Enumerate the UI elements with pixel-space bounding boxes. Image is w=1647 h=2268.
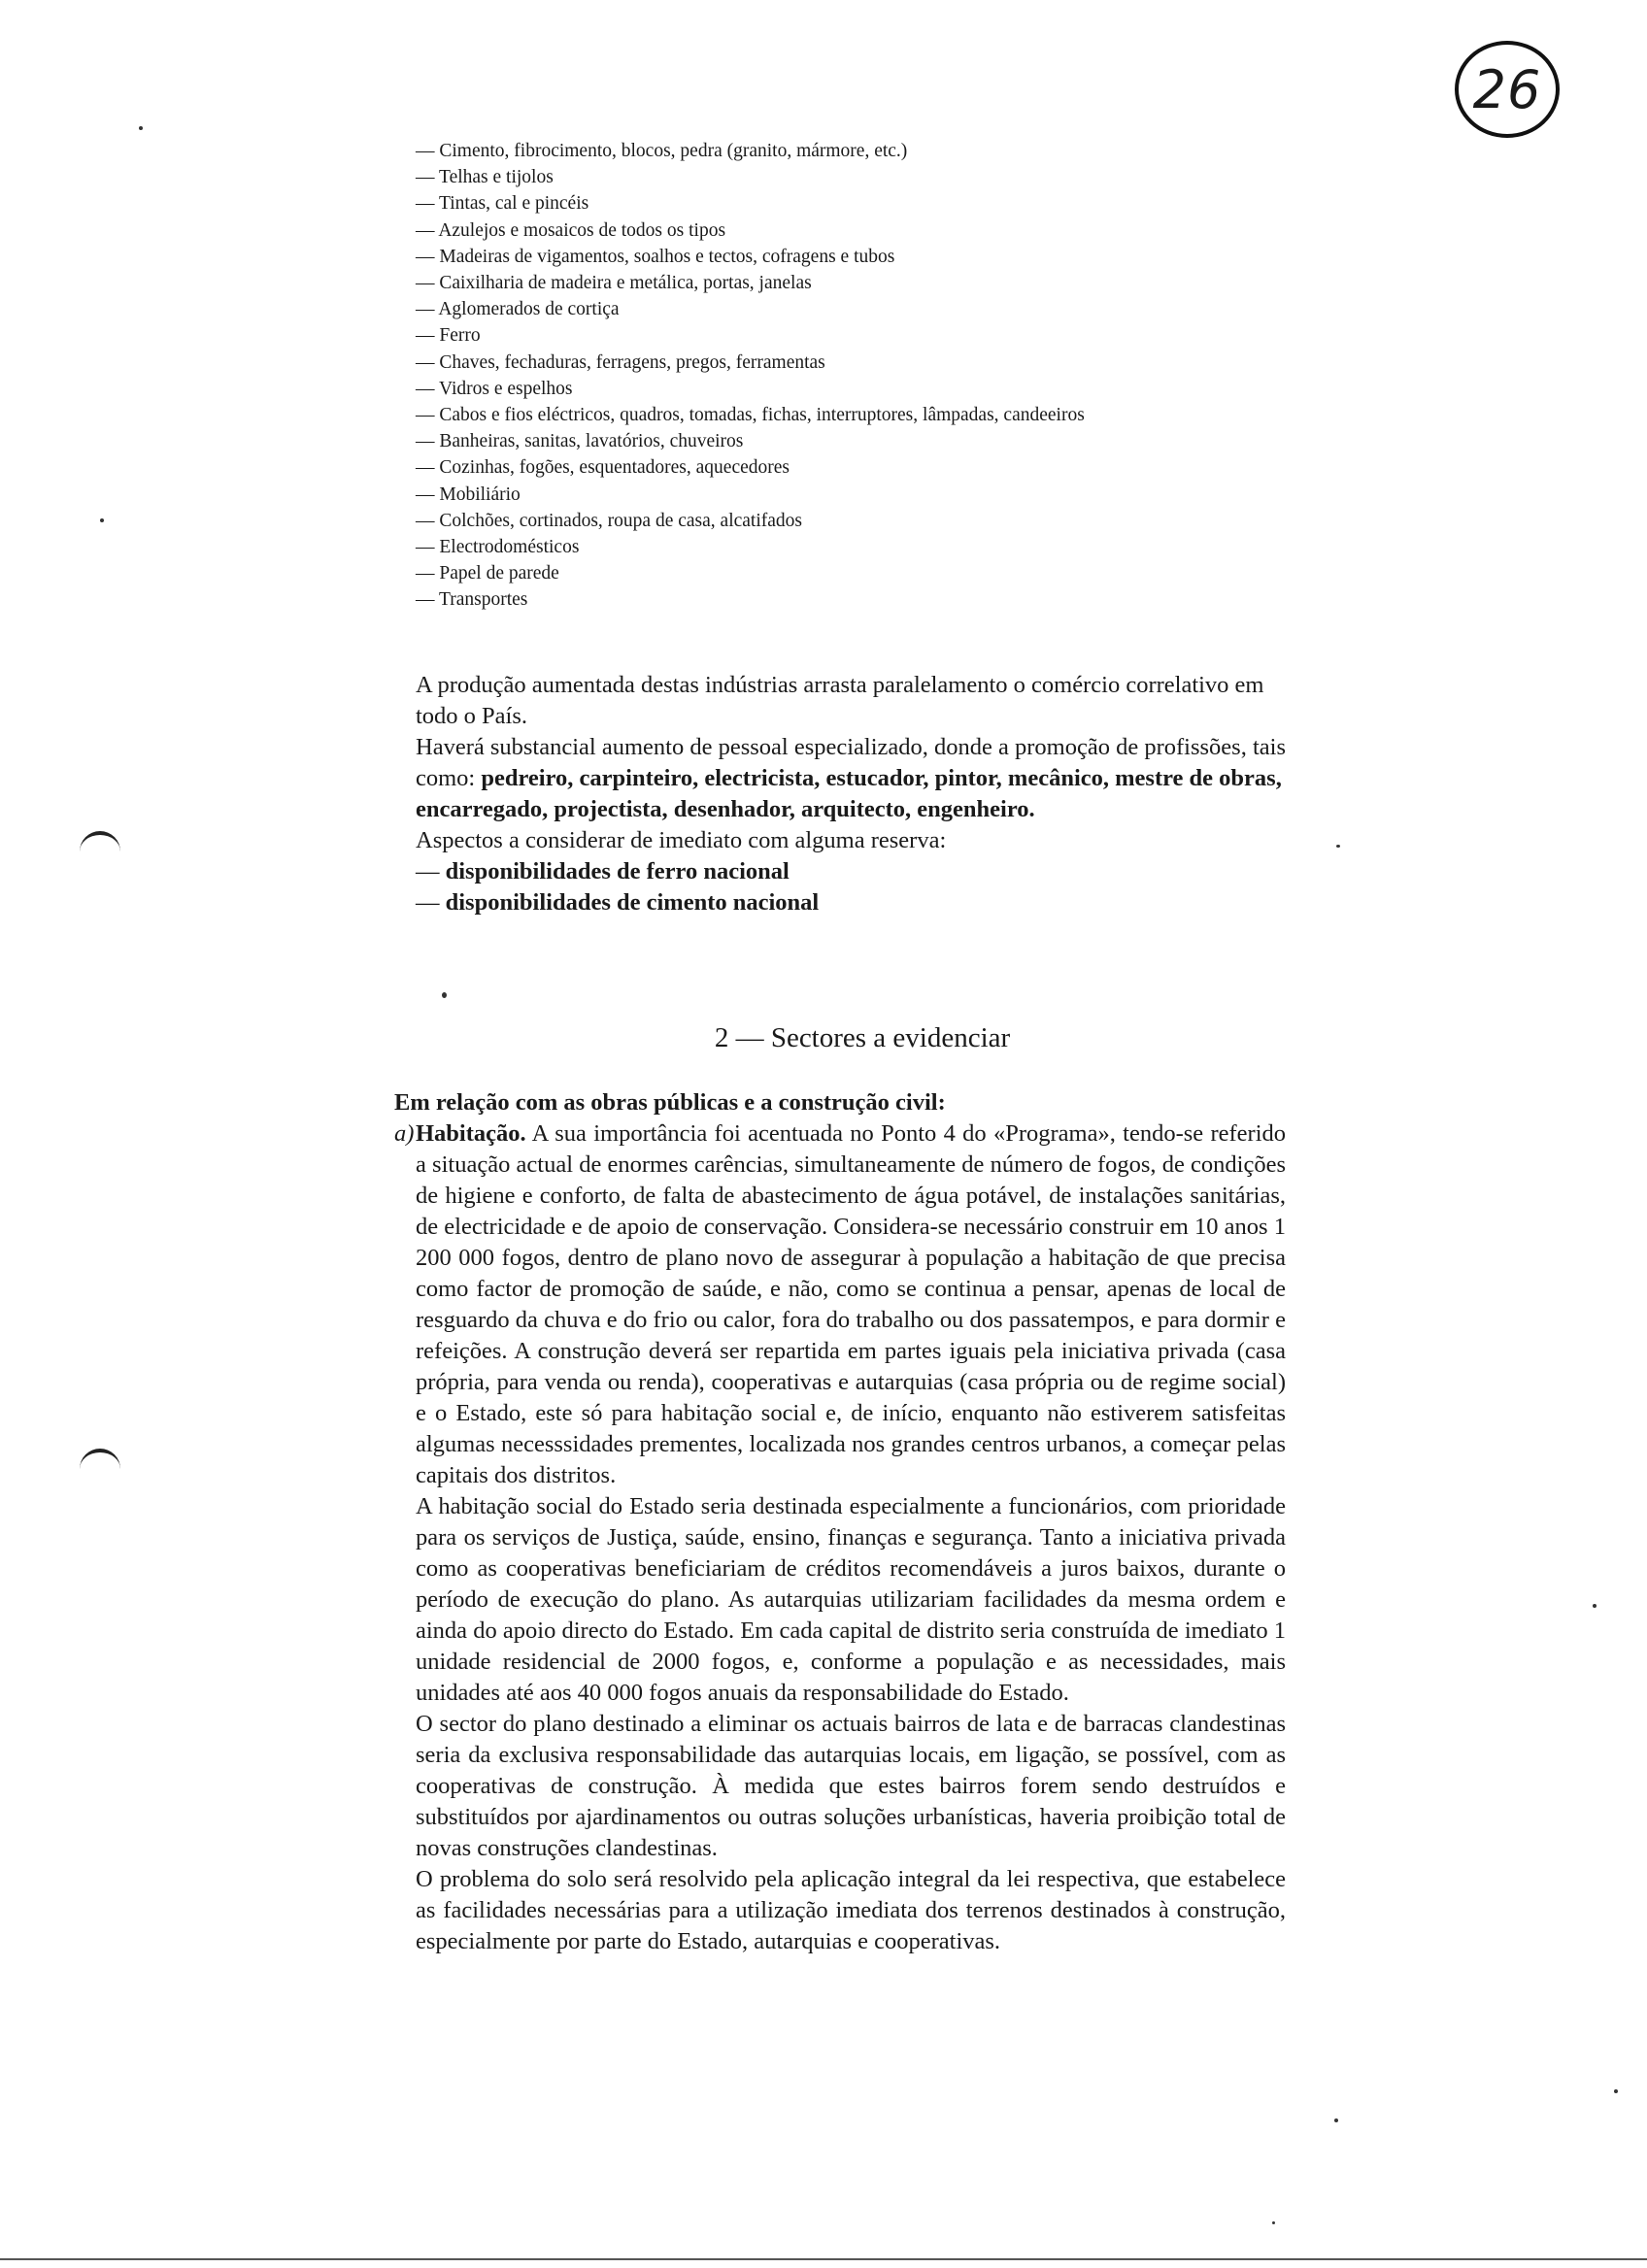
production-paragraph: A produção aumentada destas indústrias arrasta paralelamento o comércio correlativo em todo o País. <box>416 672 1264 729</box>
material-item: — Azulejos e mosaicos de todos os tipos <box>416 217 1387 244</box>
material-item: — Electrodomésticos <box>416 534 1387 560</box>
scan-speck <box>442 992 447 998</box>
material-item: — Banheiras, sanitas, lavatórios, chuveiros <box>416 428 1387 454</box>
scan-speck <box>1593 1604 1597 1608</box>
material-item: — Caixilharia de madeira e metálica, portas, janelas <box>416 270 1387 296</box>
material-item: — Tintas, cal e pincéis <box>416 190 1387 217</box>
professions-paragraph <box>416 732 1309 825</box>
professions-list: pedreiro, carpinteiro, electricista, estucador, pintor, mecânico, mestre de obras, encarregado, projectista, desenhador, arquitecto, engenheiro. <box>416 765 1282 822</box>
section-title: 2 — Sectores a evidenciar <box>714 1022 1011 1053</box>
material-item: — Madeiras de vigamentos, soalhos e tectos, cofragens e tubos <box>416 244 1387 270</box>
material-item: — Mobiliário <box>416 482 1387 508</box>
reserve-heading: Aspectos a considerar de imediato com alguma reserva: <box>416 827 947 853</box>
housing-body: A sua importância foi acentuada no Ponto 4 do «Programa», tendo-se referido a situação actual de enormes carências, simultaneamente de número de fogos, de condições de higiene e conforto, de falta de abastecimento de água potável, de instalações sanitárias, de electricidade e de apoio de conservação. Considera-se necessário construir em 10 anos 1 200 000 fogos, dentro de plano novo de assegurar à população a habitação de que precisa como factor de promoção de saúde, e não, como se continua a pensar, apenas de local de resguardo da chuva e do frio ou calor, fora do trabalho ou dos passatempos, e para dormir e refeições. A construção deverá ser repartida em partes iguais pela iniciativa privada (casa própria, para venda ou renda), cooperativas e autarquias (casa própria ou de regime social) e o Estado, este só para habitação social e, de início, enquanto não estiverem satisfeitas algumas necesssidades prementes, localizada nos grandes centros urbanos, a começar pelas capitais dos distritos. <box>416 1120 1286 1488</box>
scan-speck <box>139 126 143 130</box>
professions-lead: Haverá substancial aumento de pessoal especializado, donde a promoção de profissões, tais como: <box>416 734 1286 791</box>
materials-list <box>416 138 1387 614</box>
scan-speck <box>100 518 104 522</box>
material-item: — Papel de parede <box>416 560 1387 586</box>
housing-heading: Habitação. <box>416 1120 526 1147</box>
material-item: — Chaves, fechaduras, ferragens, pregos, ferramentas <box>416 350 1387 376</box>
slums-paragraph: O sector do plano destinado a eliminar os actuais bairros de lata e de barracas clandestinas seria da exclusiva responsabilidade das autarquias locais, em ligação, se possível, com as cooperativas de construção. À medida que estes bairros forem sendo destruídos e substituídos por ajardinamentos ou outras soluções urbanísticas, haveria proibição total de novas construções clandestinas. <box>416 1711 1286 1861</box>
scan-speck <box>1614 2089 1618 2093</box>
land-paragraph: O problema do solo será resolvido pela aplicação integral da lei respectiva, que estabelece as facilidades necessárias para a utilização imediata dos terrenos destinados à construção, especialmente por parte do Estado, autarquias e cooperativas. <box>416 1866 1286 1954</box>
material-item: — Cabos e fios eléctricos, quadros, tomadas, fichas, interruptores, lâmpadas, candeeiros <box>416 402 1387 428</box>
housing-item <box>394 1118 1286 1957</box>
material-item: — Ferro <box>416 322 1387 349</box>
scan-speck <box>1336 845 1340 848</box>
material-item: — Cimento, fibrocimento, blocos, pedra (granito, mármore, etc.) <box>416 138 1387 164</box>
material-item: — Aglomerados de cortiça <box>416 296 1387 322</box>
material-item: — Vidros e espelhos <box>416 376 1387 402</box>
item-letter: a) <box>394 1120 415 1147</box>
material-item: — Cozinhas, fogões, esquentadores, aquecedores <box>416 454 1387 481</box>
housing-paragraph <box>416 1118 1286 1491</box>
section-intro: Em relação com as obras públicas e a construção civil: <box>394 1089 946 1116</box>
scan-speck <box>1334 2118 1338 2122</box>
reserve-item: — disponibilidades de cimento nacional <box>416 887 1309 918</box>
scan-mark <box>80 1449 120 1476</box>
scan-mark <box>80 831 120 858</box>
scan-speck <box>1272 2221 1275 2224</box>
social-housing-paragraph: A habitação social do Estado seria destinada especialmente a funcionários, com prioridade para os serviços de Justiça, saúde, ensino, finanças e segurança. Tanto a iniciativa privada como as cooperativas beneficiariam de créditos recomendáveis a juros baixos, durante o período de execução do plano. As autarquias utilizariam facilidades da mesma ordem e ainda do apoio directo do Estado. Em cada capital de distrito seria construída de imediato 1 unidade residencial de 2000 fogos, e, conforme a população e as necessidades, mais unidades até aos 40 000 fogos anuais da responsabilidade do Estado. <box>416 1493 1286 1706</box>
material-item: — Transportes <box>416 586 1387 613</box>
sectors-section <box>394 1087 1286 1957</box>
reserve-item: — disponibilidades de ferro nacional <box>416 856 1309 887</box>
material-item: — Telhas e tijolos <box>416 164 1387 190</box>
production-text <box>416 670 1309 918</box>
page-number: 26 <box>1455 41 1560 138</box>
scan-edge <box>0 2258 1647 2260</box>
material-item: — Colchões, cortinados, roupa de casa, alcatifados <box>416 508 1387 534</box>
